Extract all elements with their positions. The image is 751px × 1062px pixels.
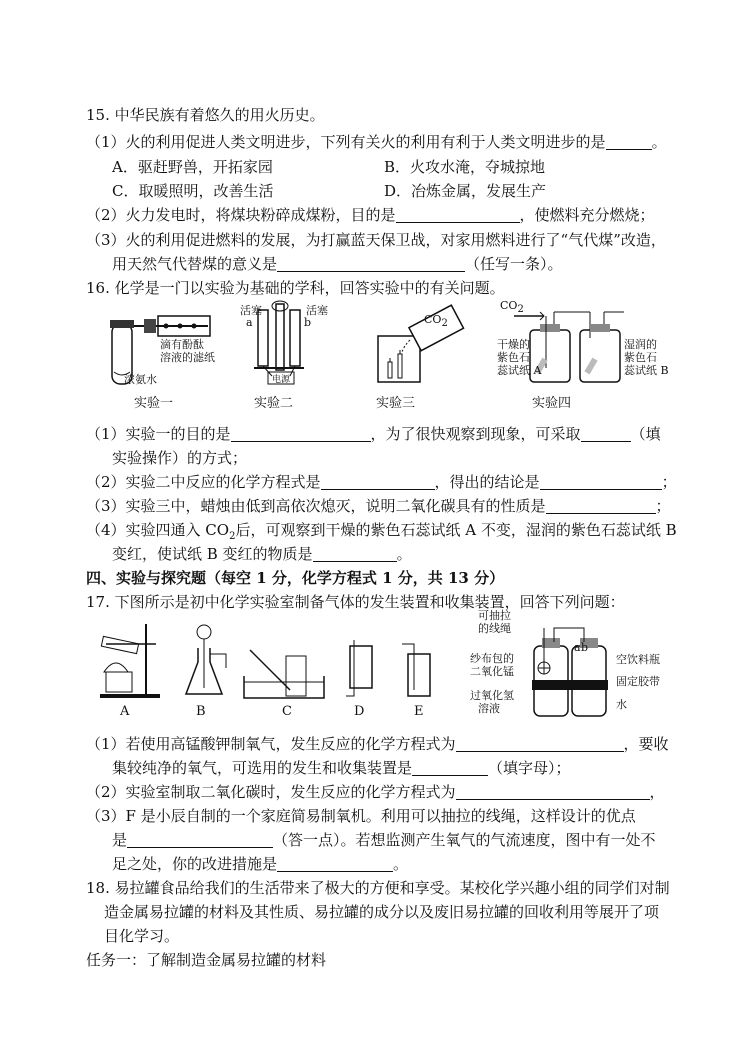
exp2-stopper-a-label: 活塞 <box>240 304 262 317</box>
exp4-wet-label-1: 湿润的 <box>624 338 657 351</box>
q16-part3-text: （3）实验三中，蜡烛由低到高依次熄灭，说明二氧化碳具有的性质是 <box>86 497 546 515</box>
q16-part2-end: ； <box>661 473 677 491</box>
q17-part1-cont <box>112 757 571 779</box>
q17-label-c: C <box>282 704 292 719</box>
q17-title: 17. 下图所示是初中化学实验室制备气体的发生装置和收集装置，回答下列问题： <box>86 593 625 611</box>
q15-part1-end: 。 <box>651 133 667 151</box>
f-rope-label-2: 的线绳 <box>478 622 511 635</box>
f-tape-label: 固定胶带 <box>616 675 660 688</box>
q17-part3: （3）F 是小辰自制的一个家庭简易制氧机。利用可以抽拉的线绳，这样设计的优点 <box>86 807 636 825</box>
q17-part3-cont2 <box>112 853 408 875</box>
q16-part4-text-b: 后，可观察到干燥的紫色石蕊试纸 A 不变，湿润的紫色石蕊试纸 B <box>235 521 677 539</box>
section-4-heading: 四、实验与探究题（每空 1 分，化学方程式 1 分，共 13 分） <box>86 569 505 587</box>
q16-part2-blank2[interactable] <box>540 473 662 490</box>
q17-part3-blank2[interactable] <box>277 855 393 872</box>
exp1-paper-label-1: 滴有酚酞 <box>160 338 204 351</box>
exp3-figure <box>374 306 464 386</box>
q17-part3-blank1[interactable] <box>127 831 273 848</box>
exp2-caption: 实验二 <box>254 396 294 411</box>
q16-title: 16. 化学是一门以实验为基础的学科，回答实验中的有关问题。 <box>86 279 505 297</box>
exp2-b-label: b <box>304 316 312 329</box>
q15-option-a: A．驱赶野兽，开拓家园 <box>112 158 273 176</box>
q17-part1-text-c: 集较纯净的氧气，可选用的发生和收集装置是 <box>112 759 413 777</box>
q16-part3 <box>86 495 671 517</box>
exp2-a-label: a <box>246 316 253 329</box>
q18-task-1: 任务一：了解制造金属易拉罐的材料 <box>86 951 327 969</box>
q17-label-b: B <box>196 704 206 719</box>
q16-part2-blank1[interactable] <box>321 473 435 490</box>
q16-part4-text-c: 变红，使试纸 B 变红的物质是 <box>112 545 313 563</box>
q18-line-1: 18. 易拉罐食品给我们的生活带来了极大的方便和享受。某校化学兴趣小组的同学们对制 <box>86 879 670 897</box>
exp4-dry-label-1: 干燥的 <box>497 338 530 351</box>
q16-part2-mid: ，得出的结论是 <box>434 473 540 491</box>
q16-part4-text: （4）实验四通入 CO <box>86 521 230 539</box>
q17-part2-end: ， <box>649 783 665 801</box>
q17-part1 <box>86 733 669 755</box>
q15-option-b: B．火攻水淹，夺城掠地 <box>384 158 546 176</box>
q16-part4-cont <box>112 543 412 565</box>
q15-part3-text: 用天然气代替煤的意义是 <box>112 255 278 273</box>
q17-part3-end: 。 <box>393 855 409 873</box>
q16-part4-end: 。 <box>396 545 412 563</box>
q16-part1-blank2[interactable] <box>581 425 631 442</box>
q16-part1-text: （1）实验一的目的是 <box>86 425 231 443</box>
q16-part2-text: （2）实验二中反应的化学方程式是 <box>86 473 321 491</box>
f-water-label: 水 <box>616 698 627 711</box>
exp2-stopper-b-label: 活塞 <box>306 304 328 317</box>
f-mno2-label-1: 纱布包的 <box>470 652 514 665</box>
f-bottle-label: 空饮料瓶 <box>616 653 660 666</box>
q17-apparatus-c <box>240 646 330 700</box>
q16-part4-subscript: 2 <box>229 531 236 542</box>
q17-part2-blank[interactable] <box>456 783 650 800</box>
exp2-power-label: 电源 <box>272 375 291 385</box>
q15-part2-blank[interactable] <box>396 206 520 223</box>
q15-part1 <box>86 131 667 153</box>
q16-part1 <box>86 423 661 445</box>
q17-part3-text-c: （答一点）。若想监测产生氧气的气流速度，图中有一处不 <box>273 831 656 849</box>
q15-option-d: D．冶炼金属，发展生产 <box>384 182 547 200</box>
exp4-wet-label-3: 蕊试纸 B <box>624 364 669 377</box>
f-b-label: b <box>581 641 589 654</box>
q15-part3-end: （任写一条）。 <box>465 255 563 273</box>
q17-part3-text-b: 是 <box>112 831 128 849</box>
q17-part1-blank1[interactable] <box>456 735 624 752</box>
q18-line-2: 造金属易拉罐的材料及其性质、易拉罐的成分以及废旧易拉罐的回收利用等展开了项 <box>104 903 660 921</box>
q18-line-3: 目化学习。 <box>104 927 180 945</box>
exp1-ammonia-label: 浓氨水 <box>124 373 157 386</box>
exp4-dry-label-3: 蕊试纸 A <box>497 364 542 377</box>
q15-part3-blank[interactable] <box>277 255 465 272</box>
q15-option-c: C．取暖照明，改善生活 <box>112 182 274 200</box>
q15-part1-text: （1）火的利用促进人类文明进步，下列有关火的利用有利于人类文明进步的是 <box>86 133 606 151</box>
q17-part3-text-d: 足之处，你的改进措施是 <box>112 855 278 873</box>
q17-label-d: D <box>354 704 365 719</box>
exp3-caption: 实验三 <box>376 396 416 411</box>
q16-part1-cont: 实验操作）的方式； <box>112 449 248 467</box>
q17-part1-end: （填字母）； <box>488 759 571 777</box>
exp4-wet-label-2: 紫色石 <box>624 351 657 364</box>
q16-part3-end: ； <box>655 497 671 515</box>
q17-apparatus-e <box>398 640 438 700</box>
q16-part4-blank[interactable] <box>313 545 397 562</box>
exp1-caption: 实验一 <box>134 396 174 411</box>
exp4-caption: 实验四 <box>532 396 572 411</box>
q17-label-a: A <box>120 704 130 719</box>
f-a-label: a <box>574 641 581 654</box>
q17-part1-text: （1）若使用高锰酸钾制氧气，发生反应的化学方程式为 <box>86 735 456 753</box>
q16-part1-end: （填 <box>630 425 661 443</box>
q16-part3-blank[interactable] <box>546 497 656 514</box>
q17-apparatus-f <box>530 622 610 718</box>
exp4-co2-label: $CO_2$ <box>500 299 524 316</box>
q15-part2-end: ，使燃料充分燃烧； <box>519 206 655 224</box>
exp1-paper-label-2: 溶液的滤纸 <box>160 351 215 364</box>
q15-part3: （3）火的利用促进燃料的发展，为打赢蓝天保卫战，对家用燃料进行了“气代煤”改造， <box>86 231 666 249</box>
q17-part3-cont <box>112 829 656 851</box>
q17-part2 <box>86 781 665 803</box>
q15-part1-blank[interactable] <box>606 133 652 150</box>
f-rope-label-1: 可抽拉 <box>478 609 511 622</box>
exp3-co2-label: $CO_2$ <box>424 313 448 330</box>
exp4-dry-label-2: 紫色石 <box>497 351 530 364</box>
f-mno2-label-2: 二氧化锰 <box>470 665 514 678</box>
q15-part3-cont <box>112 253 563 275</box>
q16-part2 <box>86 471 677 493</box>
q17-apparatus-a <box>96 618 166 700</box>
q17-part1-mid: ，要收 <box>623 735 669 753</box>
q15-part2 <box>86 204 655 226</box>
q17-apparatus-d <box>340 636 380 700</box>
q15-part2-text: （2）火力发电时，将煤块粉碎成煤粉，目的是 <box>86 206 396 224</box>
q17-part2-text: （2）实验室制取二氧化碳时，发生反应的化学方程式为 <box>86 783 456 801</box>
q17-label-e: E <box>414 704 424 719</box>
f-h2o2-label-2: 溶液 <box>478 702 500 715</box>
q16-part1-mid: ，为了很快观察到现象，可采取 <box>370 425 581 443</box>
q16-part1-blank1[interactable] <box>231 425 371 442</box>
q17-part1-blank2[interactable] <box>412 759 488 776</box>
f-h2o2-label-1: 过氧化氢 <box>470 689 514 702</box>
q15-title: 15. 中华民族有着悠久的用火历史。 <box>86 106 325 124</box>
q17-apparatus-b <box>180 624 240 700</box>
